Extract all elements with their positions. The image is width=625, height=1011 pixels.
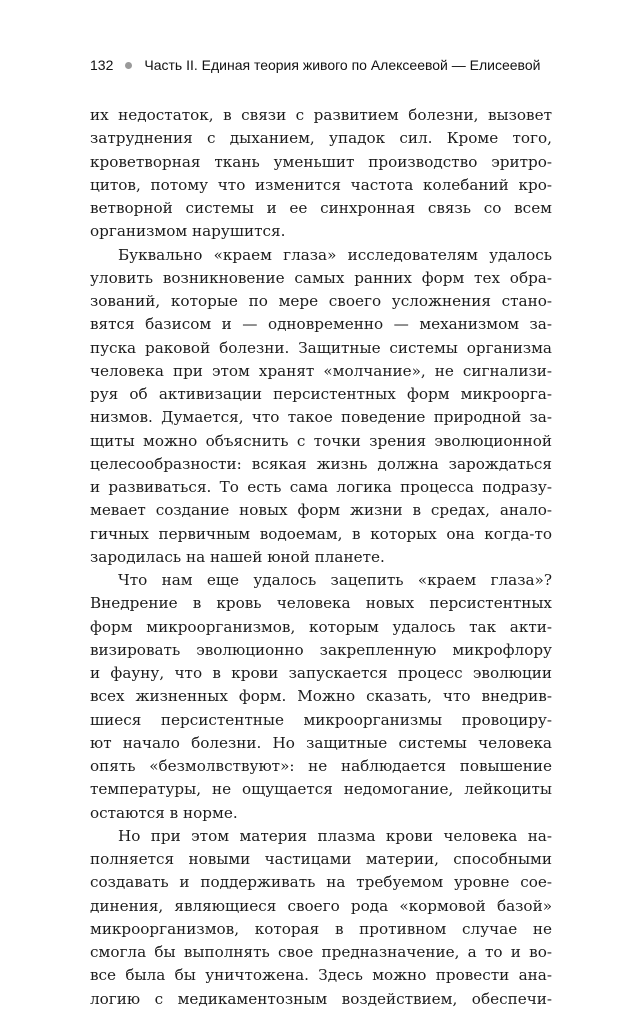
text-line: динения, являющиеся своего рода «кормовой базой» — [90, 896, 552, 915]
text-line: ветворной системы и ее синхронная связь со всем — [90, 199, 552, 217]
text-line: ют начало болезни. Но защитные системы человека — [90, 733, 552, 752]
page-number: 132 — [90, 57, 114, 73]
text-line: создавать и поддерживать на требуемом уровне сое- — [90, 873, 552, 892]
text-line: Что нам еще удалось зацепить «краем глаза»? — [118, 571, 552, 589]
text-line: щиты можно объяснить с точки зрения эволюционной — [90, 431, 552, 450]
text-line: визировать эволюционно закрепленную микрофлору — [90, 640, 552, 659]
text-line: целесообразности: всякая жизнь должна зарождаться — [90, 454, 552, 473]
text-line: мевает создание новых форм жизни в средах, анало- — [90, 501, 552, 520]
text-line: затруднения с дыханием, упадок сил. Кроме того, — [90, 129, 552, 148]
text-line: организмом нарушится. — [90, 222, 286, 241]
text-line: кроветворная ткань уменьшит производство эритро- — [90, 152, 552, 171]
text-line: всех жизненных форм. Можно сказать, что внедрив- — [90, 687, 552, 706]
text-line: остаются в норме. — [90, 803, 238, 822]
text-line: человека при этом хранят «молчание», не сигнализи- — [90, 361, 552, 380]
text-line: опять «безмолвствуют»: не наблюдается повышение — [90, 757, 552, 775]
text-line: гичных первичным водоемам, в которых она когда-то — [90, 524, 552, 543]
text-line: логию с медикаментозным воздействием, обеспечи- — [90, 989, 552, 1008]
text-line: их недостаток, в связи с развитием болезни, вызовет — [90, 106, 552, 124]
text-line: уловить возникновение самых ранних форм тех обра- — [90, 268, 552, 287]
text-line: и фауну, что в крови запускается процесс эволюции — [90, 664, 552, 682]
body-text — [90, 104, 552, 1011]
text-line: цитов, потому что изменится частота колебаний кро- — [90, 175, 552, 194]
bullet-dot-icon — [125, 62, 132, 69]
text-line: низмов. Думается, что такое поведение природной за- — [90, 408, 552, 427]
chapter-title: Часть II. Единая теория живого по Алексеевой — Елисеевой — [144, 57, 541, 73]
running-header — [90, 50, 552, 80]
text-line: зований, которые по мере своего усложнения стано- — [90, 292, 552, 310]
text-line: микроорганизмов, которая в противном случае не — [90, 919, 552, 938]
text-line: Внедрение в кровь человека новых персистентных — [90, 594, 552, 613]
text-line: шиеся персистентные микроорганизмы провоциру- — [90, 710, 552, 729]
text-line: вятся базисом и — одновременно — механизмом за- — [90, 315, 552, 334]
text-line: Но при этом материя плазма крови человека на- — [118, 826, 552, 845]
text-line: температуры, не ощущается недомогание, лейкоциты — [90, 780, 552, 799]
text-line: пуска раковой болезни. Защитные системы организма — [90, 338, 552, 357]
text-line: смогла бы выполнять свое предназначение, а то и во- — [90, 943, 552, 961]
text-line: зародилась на нашей юной планете. — [90, 547, 385, 566]
text-line: Буквально «краем глаза» исследователям удалось — [118, 245, 552, 264]
text-line: все была бы уничтожена. Здесь можно провести ана- — [90, 966, 552, 985]
text-line: руя об активизации персистентных форм микроорга- — [90, 385, 552, 403]
text-line: полняется новыми частицами материи, способными — [90, 850, 552, 868]
text-line: и развиваться. То есть сама логика процесса подразу- — [90, 478, 552, 496]
text-line: форм микроорганизмов, которым удалось так акти- — [90, 617, 552, 636]
book-page — [90, 50, 552, 1011]
